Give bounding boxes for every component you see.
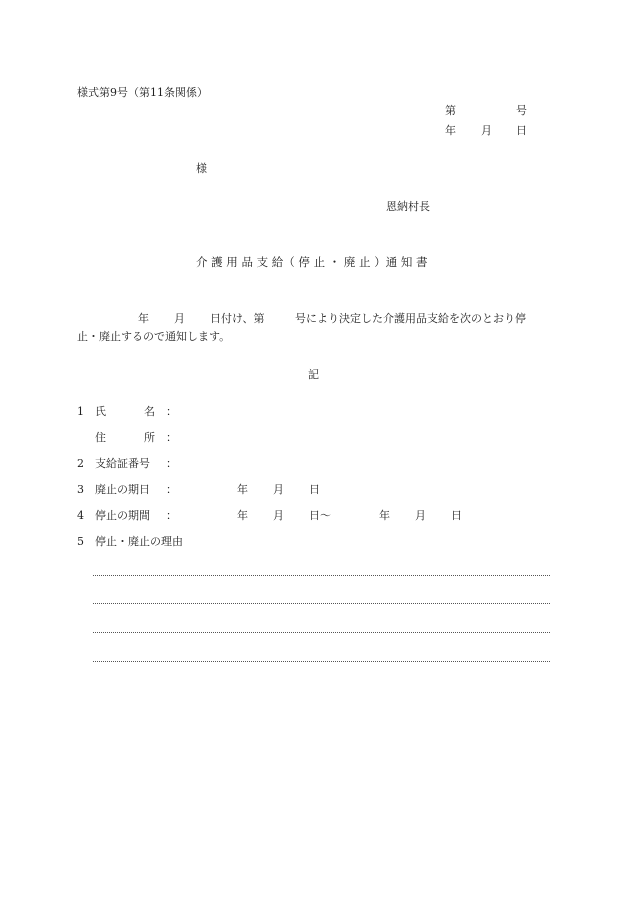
- suspension-period-label: 停止の期間: [95, 509, 150, 522]
- body-month: 月: [174, 312, 185, 325]
- item-number-1: 1: [77, 405, 84, 418]
- body-day-dated: 日付け、第: [210, 312, 265, 325]
- reason-line-2: [93, 603, 550, 604]
- reason-line-3: [93, 632, 550, 633]
- abolition-date-year: 年: [237, 483, 248, 496]
- body-line2: 止・廃止するので通知します。: [77, 330, 231, 343]
- reason-line-4: [93, 661, 550, 662]
- item-number-5: 5: [77, 535, 84, 548]
- addressee-honorific: 様: [196, 162, 207, 175]
- name-colon: ：: [166, 405, 177, 418]
- item-number-3: 3: [77, 483, 84, 496]
- suspension-start-month: 月: [273, 509, 284, 522]
- cert-number-colon: ：: [166, 457, 177, 470]
- suspension-end-month: 月: [415, 509, 426, 522]
- name-label-char2: 名: [144, 405, 155, 418]
- doc-number-prefix: 第: [445, 104, 456, 117]
- reason-line-1: [93, 575, 550, 576]
- address-label-char1: 住: [95, 431, 106, 444]
- document-title: 介 護 用 品 支 給（ 停 止 ・ 廃 止 ）通 知 書: [196, 255, 428, 269]
- suspension-start-year: 年: [237, 509, 248, 522]
- form-number: 様式第9号（第11条関係）: [77, 86, 208, 99]
- item-number-2: 2: [77, 457, 84, 470]
- reason-label: 停止・廃止の理由: [95, 535, 183, 548]
- issue-date-day: 日: [516, 124, 527, 137]
- cert-number-label: 支給証番号: [95, 457, 150, 470]
- abolition-date-colon: ：: [166, 483, 177, 496]
- body-year: 年: [138, 312, 149, 325]
- item-number-4: 4: [77, 509, 84, 522]
- suspension-end-day: 日: [451, 509, 462, 522]
- issue-date-month: 月: [481, 124, 492, 137]
- abolition-date-day: 日: [309, 483, 320, 496]
- abolition-date-month: 月: [273, 483, 284, 496]
- body-line1-rest: 号により決定した介護用品支給を次のとおり停: [295, 312, 526, 325]
- suspension-end-year: 年: [379, 509, 390, 522]
- suspension-period-colon: ：: [166, 509, 177, 522]
- name-label-char1: 氏: [95, 405, 106, 418]
- doc-number-suffix: 号: [516, 104, 527, 117]
- ki-heading: 記: [308, 368, 319, 381]
- suspension-start-day: 日～: [309, 509, 331, 522]
- abolition-date-label: 廃止の期日: [95, 483, 150, 496]
- issuer-name: 恩納村長: [386, 200, 430, 213]
- address-label-char2: 所: [144, 431, 155, 444]
- issue-date-year: 年: [445, 124, 456, 137]
- address-colon: ：: [166, 431, 177, 444]
